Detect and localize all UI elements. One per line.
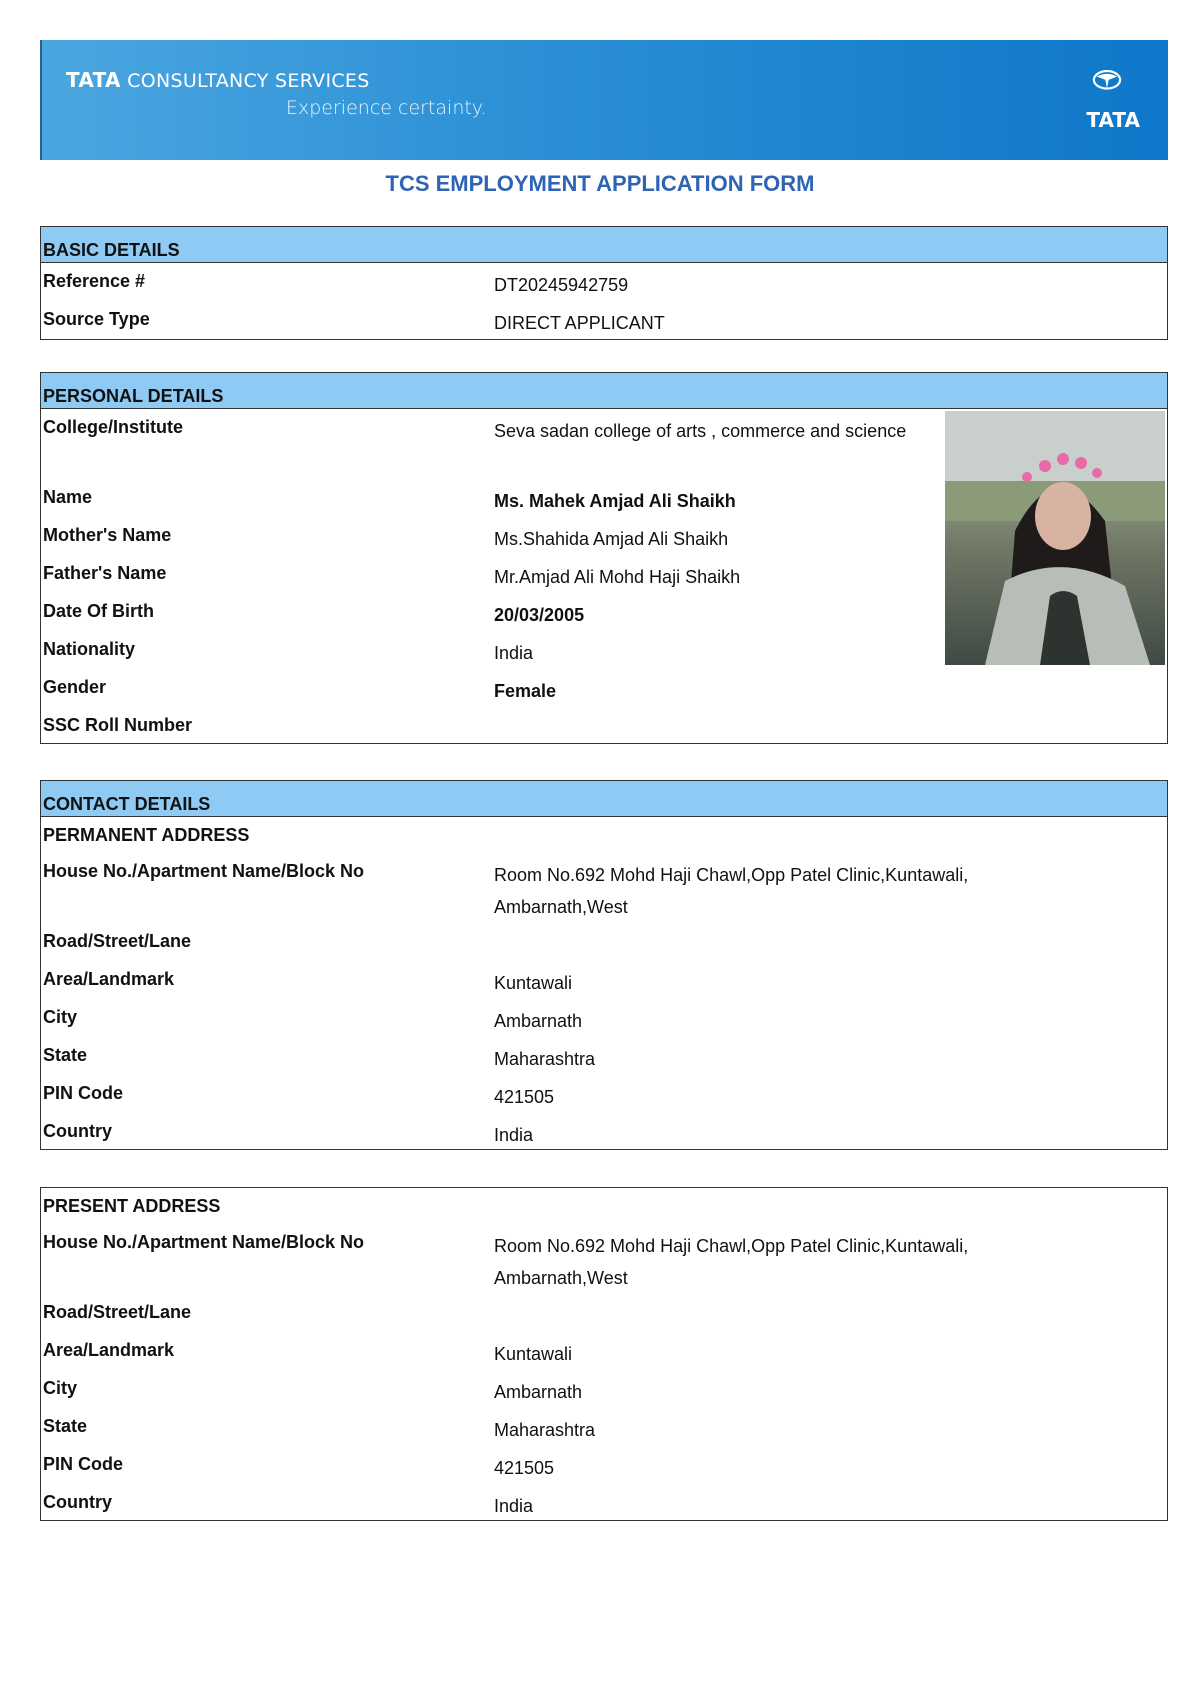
field-value: Ms.Shahida Amjad Ali Shaikh <box>494 529 729 549</box>
field-label: PIN Code <box>43 1454 124 1474</box>
detail-row <box>41 1075 1167 1113</box>
field-label: Gender <box>43 677 107 697</box>
present-address-section <box>40 1187 1168 1521</box>
field-value: Ambarnath <box>494 1382 583 1402</box>
section-heading: PERSONAL DETAILS <box>41 373 1167 409</box>
field-label: State <box>43 1045 88 1065</box>
field-value: DT20245942759 <box>494 275 629 295</box>
field-label: House No./Apartment Name/Block No <box>43 1232 365 1252</box>
field-label: PIN Code <box>43 1083 124 1103</box>
field-label: Mother's Name <box>43 525 172 545</box>
field-label: Country <box>43 1121 112 1141</box>
field-value: Mr.Amjad Ali Mohd Haji Shaikh <box>494 567 741 587</box>
field-value: Female <box>494 681 557 701</box>
detail-row <box>41 1224 1167 1294</box>
detail-row <box>41 999 1167 1037</box>
detail-row <box>41 961 1167 999</box>
tata-wordmark: TATA <box>1086 108 1140 132</box>
field-label: City <box>43 1378 78 1398</box>
detail-row <box>41 669 1167 707</box>
detail-row <box>41 923 1167 961</box>
detail-row <box>41 301 1167 339</box>
detail-row <box>41 555 1167 593</box>
field-value: Room No.692 Mohd Haji Chawl,Opp Patel Clinic,Kuntawali, Ambarnath,West <box>494 1236 969 1288</box>
field-label: Road/Street/Lane <box>43 1302 192 1322</box>
field-value: Kuntawali <box>494 973 573 993</box>
field-label: City <box>43 1007 78 1027</box>
field-label: House No./Apartment Name/Block No <box>43 861 365 881</box>
field-label: Reference # <box>43 271 146 291</box>
personal-details-section <box>40 372 1168 744</box>
detail-row <box>41 1113 1167 1149</box>
detail-row <box>41 853 1167 923</box>
field-value: Ambarnath <box>494 1011 583 1031</box>
field-label: Area/Landmark <box>43 969 175 989</box>
detail-row <box>41 1332 1167 1370</box>
field-value: Room No.692 Mohd Haji Chawl,Opp Patel Clinic,Kuntawali, Ambarnath,West <box>494 865 969 917</box>
field-value: India <box>494 1496 534 1516</box>
form-title: TCS EMPLOYMENT APPLICATION FORM <box>385 171 815 196</box>
detail-row <box>41 593 1167 631</box>
detail-row <box>41 517 1167 555</box>
field-label: College/Institute <box>43 417 184 437</box>
tata-emblem-icon <box>1074 70 1140 106</box>
field-label: Name <box>43 487 93 507</box>
field-label: Nationality <box>43 639 136 659</box>
detail-row <box>41 1037 1167 1075</box>
field-value: India <box>494 1125 534 1145</box>
field-label: Country <box>43 1492 112 1512</box>
tagline: Experience certainty. <box>286 97 487 119</box>
detail-row <box>41 1446 1167 1484</box>
field-value: 20/03/2005 <box>494 605 585 625</box>
detail-row <box>41 1408 1167 1446</box>
field-label: Source Type <box>43 309 150 329</box>
field-label: Father's Name <box>43 563 167 583</box>
contact-details-section <box>40 780 1168 1150</box>
detail-row <box>41 1370 1167 1408</box>
field-value: Kuntawali <box>494 1344 573 1364</box>
permanent-address-heading: PERMANENT ADDRESS <box>43 825 250 845</box>
field-value: India <box>494 643 534 663</box>
field-value: Maharashtra <box>494 1420 596 1440</box>
detail-row <box>41 479 1167 517</box>
field-value: Ms. Mahek Amjad Ali Shaikh <box>494 491 736 511</box>
field-label: Date Of Birth <box>43 601 155 621</box>
company-logo-text: TATA CONSULTANCY SERVICES <box>66 68 370 92</box>
header-banner <box>40 40 1168 160</box>
field-label: Road/Street/Lane <box>43 931 192 951</box>
detail-row <box>41 263 1167 301</box>
field-value: 421505 <box>494 1458 555 1478</box>
field-value: Seva sadan college of arts , commerce and science <box>494 421 907 441</box>
section-heading: BASIC DETAILS <box>41 227 1167 263</box>
section-heading: CONTACT DETAILS <box>41 781 1167 817</box>
field-label: Area/Landmark <box>43 1340 175 1360</box>
field-value: DIRECT APPLICANT <box>494 313 665 333</box>
field-value: 421505 <box>494 1087 555 1107</box>
detail-row <box>41 1294 1167 1332</box>
detail-row <box>41 409 1167 479</box>
field-value: Maharashtra <box>494 1049 596 1069</box>
detail-row <box>41 631 1167 669</box>
detail-row <box>41 707 1167 743</box>
present-address-heading: PRESENT ADDRESS <box>43 1196 221 1216</box>
field-label: SSC Roll Number <box>43 715 193 735</box>
basic-details-section <box>40 226 1168 340</box>
field-label: State <box>43 1416 88 1436</box>
detail-row <box>41 1484 1167 1520</box>
